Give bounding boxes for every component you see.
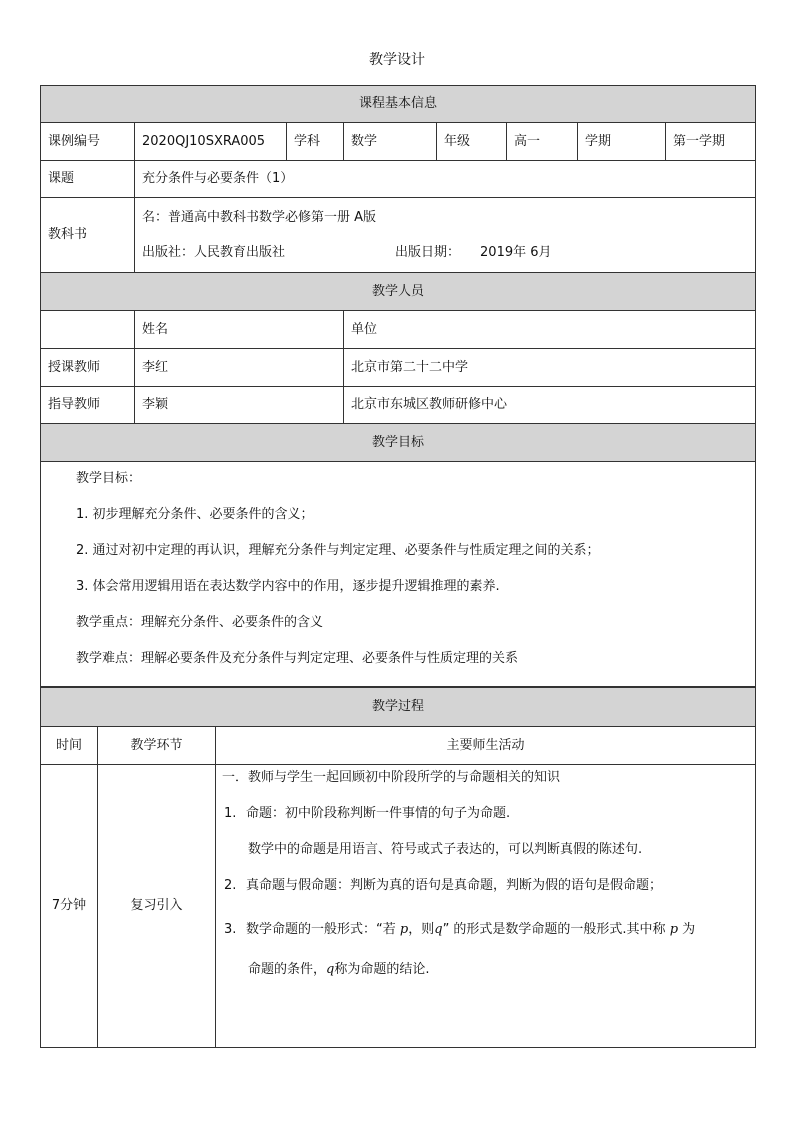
staff-role: 授课教师 — [41, 349, 135, 387]
topic-value: 充分条件与必要条件（1） — [135, 161, 756, 198]
activity-point-3: 3. 数学命题的一般形式：“若 p，则q” 的形式是数学命题的一般形式.其中称 p 为 — [224, 922, 696, 937]
staff-role-blank — [41, 311, 135, 349]
textbook-name: 名：普通高中教科书数学必修第一册 A版 — [142, 209, 377, 225]
activity-col-header: 主要师生活动 — [216, 727, 756, 765]
difficulty: 教学难点：理解必要条件及充分条件与判定定理、必要条件与性质定理的关系 — [76, 651, 519, 666]
subject-value: 数学 — [344, 123, 437, 161]
subject-label: 学科 — [287, 123, 344, 161]
goal-item: 1. 初步理解充分条件、必要条件的含义； — [76, 507, 314, 522]
var-q: q — [326, 962, 335, 977]
basic-info-header: 课程基本信息 — [41, 86, 756, 123]
document-title: 教学设计 — [369, 52, 425, 68]
goals-header: 教学目标 — [41, 424, 756, 462]
staff-unit: 北京市第二十二中学 — [344, 349, 756, 387]
key-point: 教学重点：理解充分条件、必要条件的含义 — [76, 615, 324, 630]
staff-name: 李红 — [135, 349, 344, 387]
var-p: p — [399, 922, 409, 937]
topic-label: 课题 — [41, 161, 135, 198]
goals-content — [41, 462, 756, 687]
activity-content — [216, 765, 756, 1048]
staff-name: 李颖 — [135, 387, 344, 424]
textbook-label: 教科书 — [41, 198, 135, 273]
var-p: p — [669, 922, 679, 937]
grade-label: 年级 — [437, 123, 507, 161]
term-label: 学期 — [578, 123, 666, 161]
staff-unit: 北京市东城区教师研修中心 — [344, 387, 756, 424]
goal-item: 3. 体会常用逻辑用语在表达数学内容中的作用，逐步提升逻辑推理的素养. — [76, 579, 500, 594]
case-no-value: 2020QJ10SXRA005 — [135, 123, 287, 161]
pub-date-label: 出版日期： — [395, 244, 461, 260]
activity-point-1-detail: 数学中的命题是用语言、符号或式子表达的，可以判断真假的陈述句. — [248, 842, 643, 857]
process-header: 教学过程 — [41, 688, 756, 727]
term-value: 第一学期 — [666, 123, 756, 161]
stage-value: 复习引入 — [98, 765, 216, 1048]
activity-section-title: 一．教师与学生一起回顾初中阶段所学的与命题相关的知识 — [222, 770, 561, 785]
basic-info-table — [40, 85, 756, 687]
goals-intro: 教学目标： — [76, 471, 142, 486]
var-q: q — [434, 922, 443, 937]
staff-name-col: 姓名 — [135, 311, 344, 349]
time-col-header: 时间 — [41, 727, 98, 765]
staff-unit-col: 单位 — [344, 311, 756, 349]
activity-point-1: 1. 命题：初中阶段称判断一件事情的句子为命题. — [224, 806, 511, 821]
activity-point-3-cont: 命题的条件，q称为命题的结论. — [248, 962, 430, 977]
publisher: 出版社：人民教育出版社 — [142, 244, 286, 260]
process-table — [40, 687, 756, 1048]
publisher-line — [142, 244, 755, 262]
activity-point-2: 2. 真命题与假命题：判断为真的语句是真命题，判断为假的语句是假命题； — [224, 878, 663, 893]
textbook-info — [135, 198, 756, 273]
pub-date-value: 2019年 6月 — [480, 244, 552, 260]
staff-role: 指导教师 — [41, 387, 135, 424]
grade-value: 高一 — [507, 123, 578, 161]
stage-col-header: 教学环节 — [98, 727, 216, 765]
case-no-label: 课例编号 — [41, 123, 135, 161]
staff-header: 教学人员 — [41, 273, 756, 311]
goal-item: 2. 通过对初中定理的再认识，理解充分条件与判定定理、必要条件与性质定理之间的关系； — [76, 543, 600, 558]
time-value: 7分钟 — [41, 765, 98, 1048]
